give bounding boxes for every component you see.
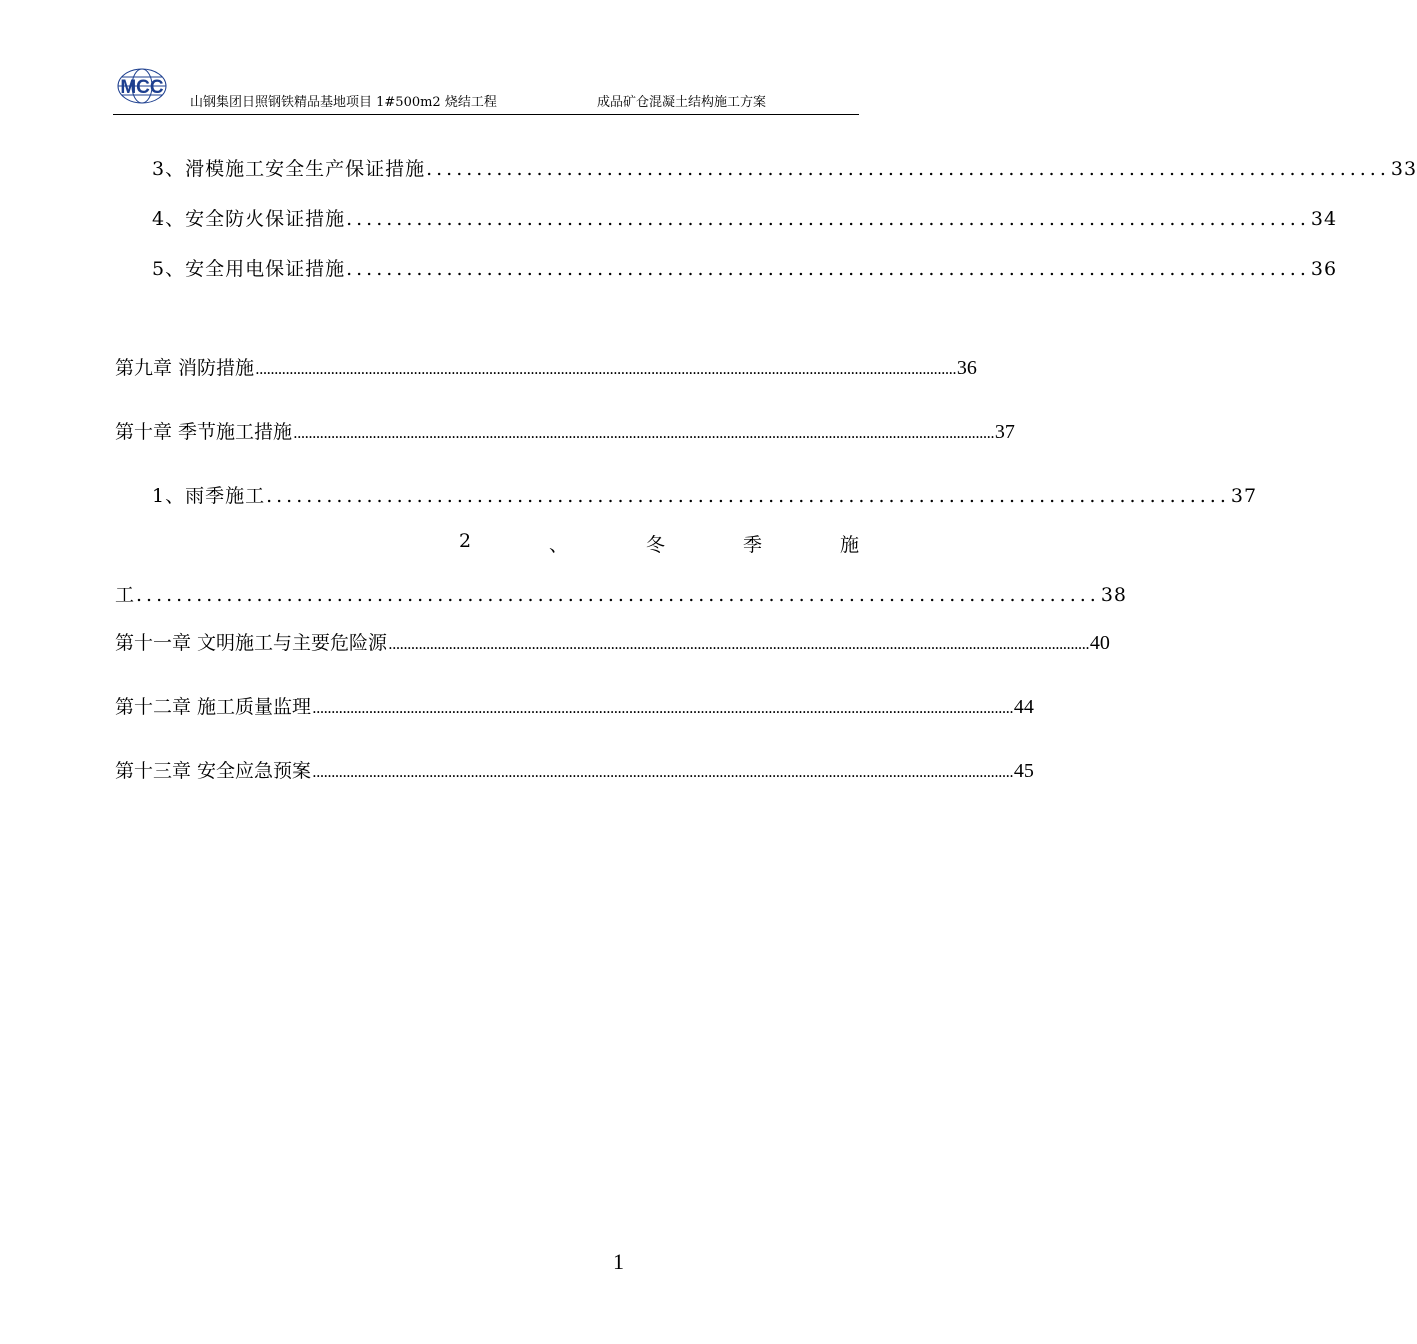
toc-entry-title: 第九章 消防措施 bbox=[115, 357, 255, 379]
spread-char: 、 bbox=[549, 534, 569, 556]
toc-entry[interactable] bbox=[115, 756, 1034, 783]
spread-char: 施 bbox=[839, 534, 859, 556]
spread-char: 季 bbox=[742, 534, 762, 556]
toc-page-number: 34 bbox=[1310, 208, 1338, 230]
toc-page-number: 37 bbox=[1230, 485, 1258, 507]
toc-entry-title: 4、安全防火保证措施 bbox=[152, 208, 346, 230]
toc-leader: .......................................................................................................................................................................................... bbox=[255, 360, 956, 378]
toc-page-number: 33 bbox=[1390, 158, 1417, 180]
toc-page-number: 45 bbox=[1013, 760, 1034, 782]
spread-char: 2 bbox=[459, 530, 472, 552]
header-document-title: 成品矿仓混凝土结构施工方案 bbox=[597, 95, 767, 110]
svg-text:MCC: MCC bbox=[120, 77, 164, 98]
toc-entry-title: 1、雨季施工 bbox=[152, 485, 266, 507]
toc-leader: .......................................................................................................................................................................................... bbox=[293, 424, 994, 442]
toc-page-number: 36 bbox=[956, 357, 977, 379]
toc-entry[interactable] bbox=[152, 254, 1338, 281]
toc-entry-title: 3、滑模施工安全生产保证措施 bbox=[152, 158, 426, 180]
toc-entry-continuation[interactable] bbox=[115, 580, 1127, 607]
toc-entry-title: 工 bbox=[115, 584, 136, 606]
toc-entry[interactable] bbox=[115, 417, 1015, 444]
toc-leader: ................................................................................................ bbox=[266, 485, 1230, 507]
toc-entry-title: 第十章 季节施工措施 bbox=[115, 421, 293, 443]
toc-entry-title: 第十二章 施工质量监理 bbox=[115, 696, 312, 718]
toc-leader: .......................................................................................................................................................................................... bbox=[388, 635, 1089, 653]
toc-leader: ................................................................................................ bbox=[426, 158, 1390, 180]
toc-page-number: 38 bbox=[1100, 584, 1127, 606]
mcc-logo bbox=[114, 66, 170, 106]
toc-leader: .......................................................................................................................................................................................... bbox=[312, 699, 1013, 717]
toc-leader: ................................................................................................ bbox=[346, 208, 1310, 230]
header-project-title: 山钢集团日照钢铁精品基地项目 1#500m2 烧结工程 bbox=[190, 95, 497, 110]
toc-entry-spread-title[interactable] bbox=[459, 530, 859, 557]
toc-entry[interactable] bbox=[115, 353, 977, 380]
spread-char: 冬 bbox=[646, 534, 666, 556]
toc-entry[interactable] bbox=[152, 154, 1417, 181]
toc-page-number: 36 bbox=[1310, 258, 1338, 280]
toc-leader: .......................................................................................................................................................................................... bbox=[312, 763, 1013, 781]
toc-page-number: 40 bbox=[1089, 632, 1110, 654]
toc-leader: ................................................................................................ bbox=[136, 584, 1100, 606]
toc-entry[interactable] bbox=[115, 628, 1110, 655]
toc-entry[interactable] bbox=[152, 481, 1258, 508]
toc-entry-title: 第十三章 安全应急预案 bbox=[115, 760, 312, 782]
header-rule bbox=[113, 114, 859, 115]
page-header bbox=[0, 0, 950, 120]
page-number: 1 bbox=[613, 1249, 624, 1274]
toc-page-number: 44 bbox=[1013, 696, 1034, 718]
toc-entry-title: 5、安全用电保证措施 bbox=[152, 258, 346, 280]
toc-leader: ................................................................................................ bbox=[346, 258, 1310, 280]
toc-entry-title: 第十一章 文明施工与主要危险源 bbox=[115, 632, 388, 654]
toc-entry[interactable] bbox=[152, 204, 1338, 231]
toc-page-number: 37 bbox=[994, 421, 1015, 443]
toc-entry[interactable] bbox=[115, 692, 1034, 719]
